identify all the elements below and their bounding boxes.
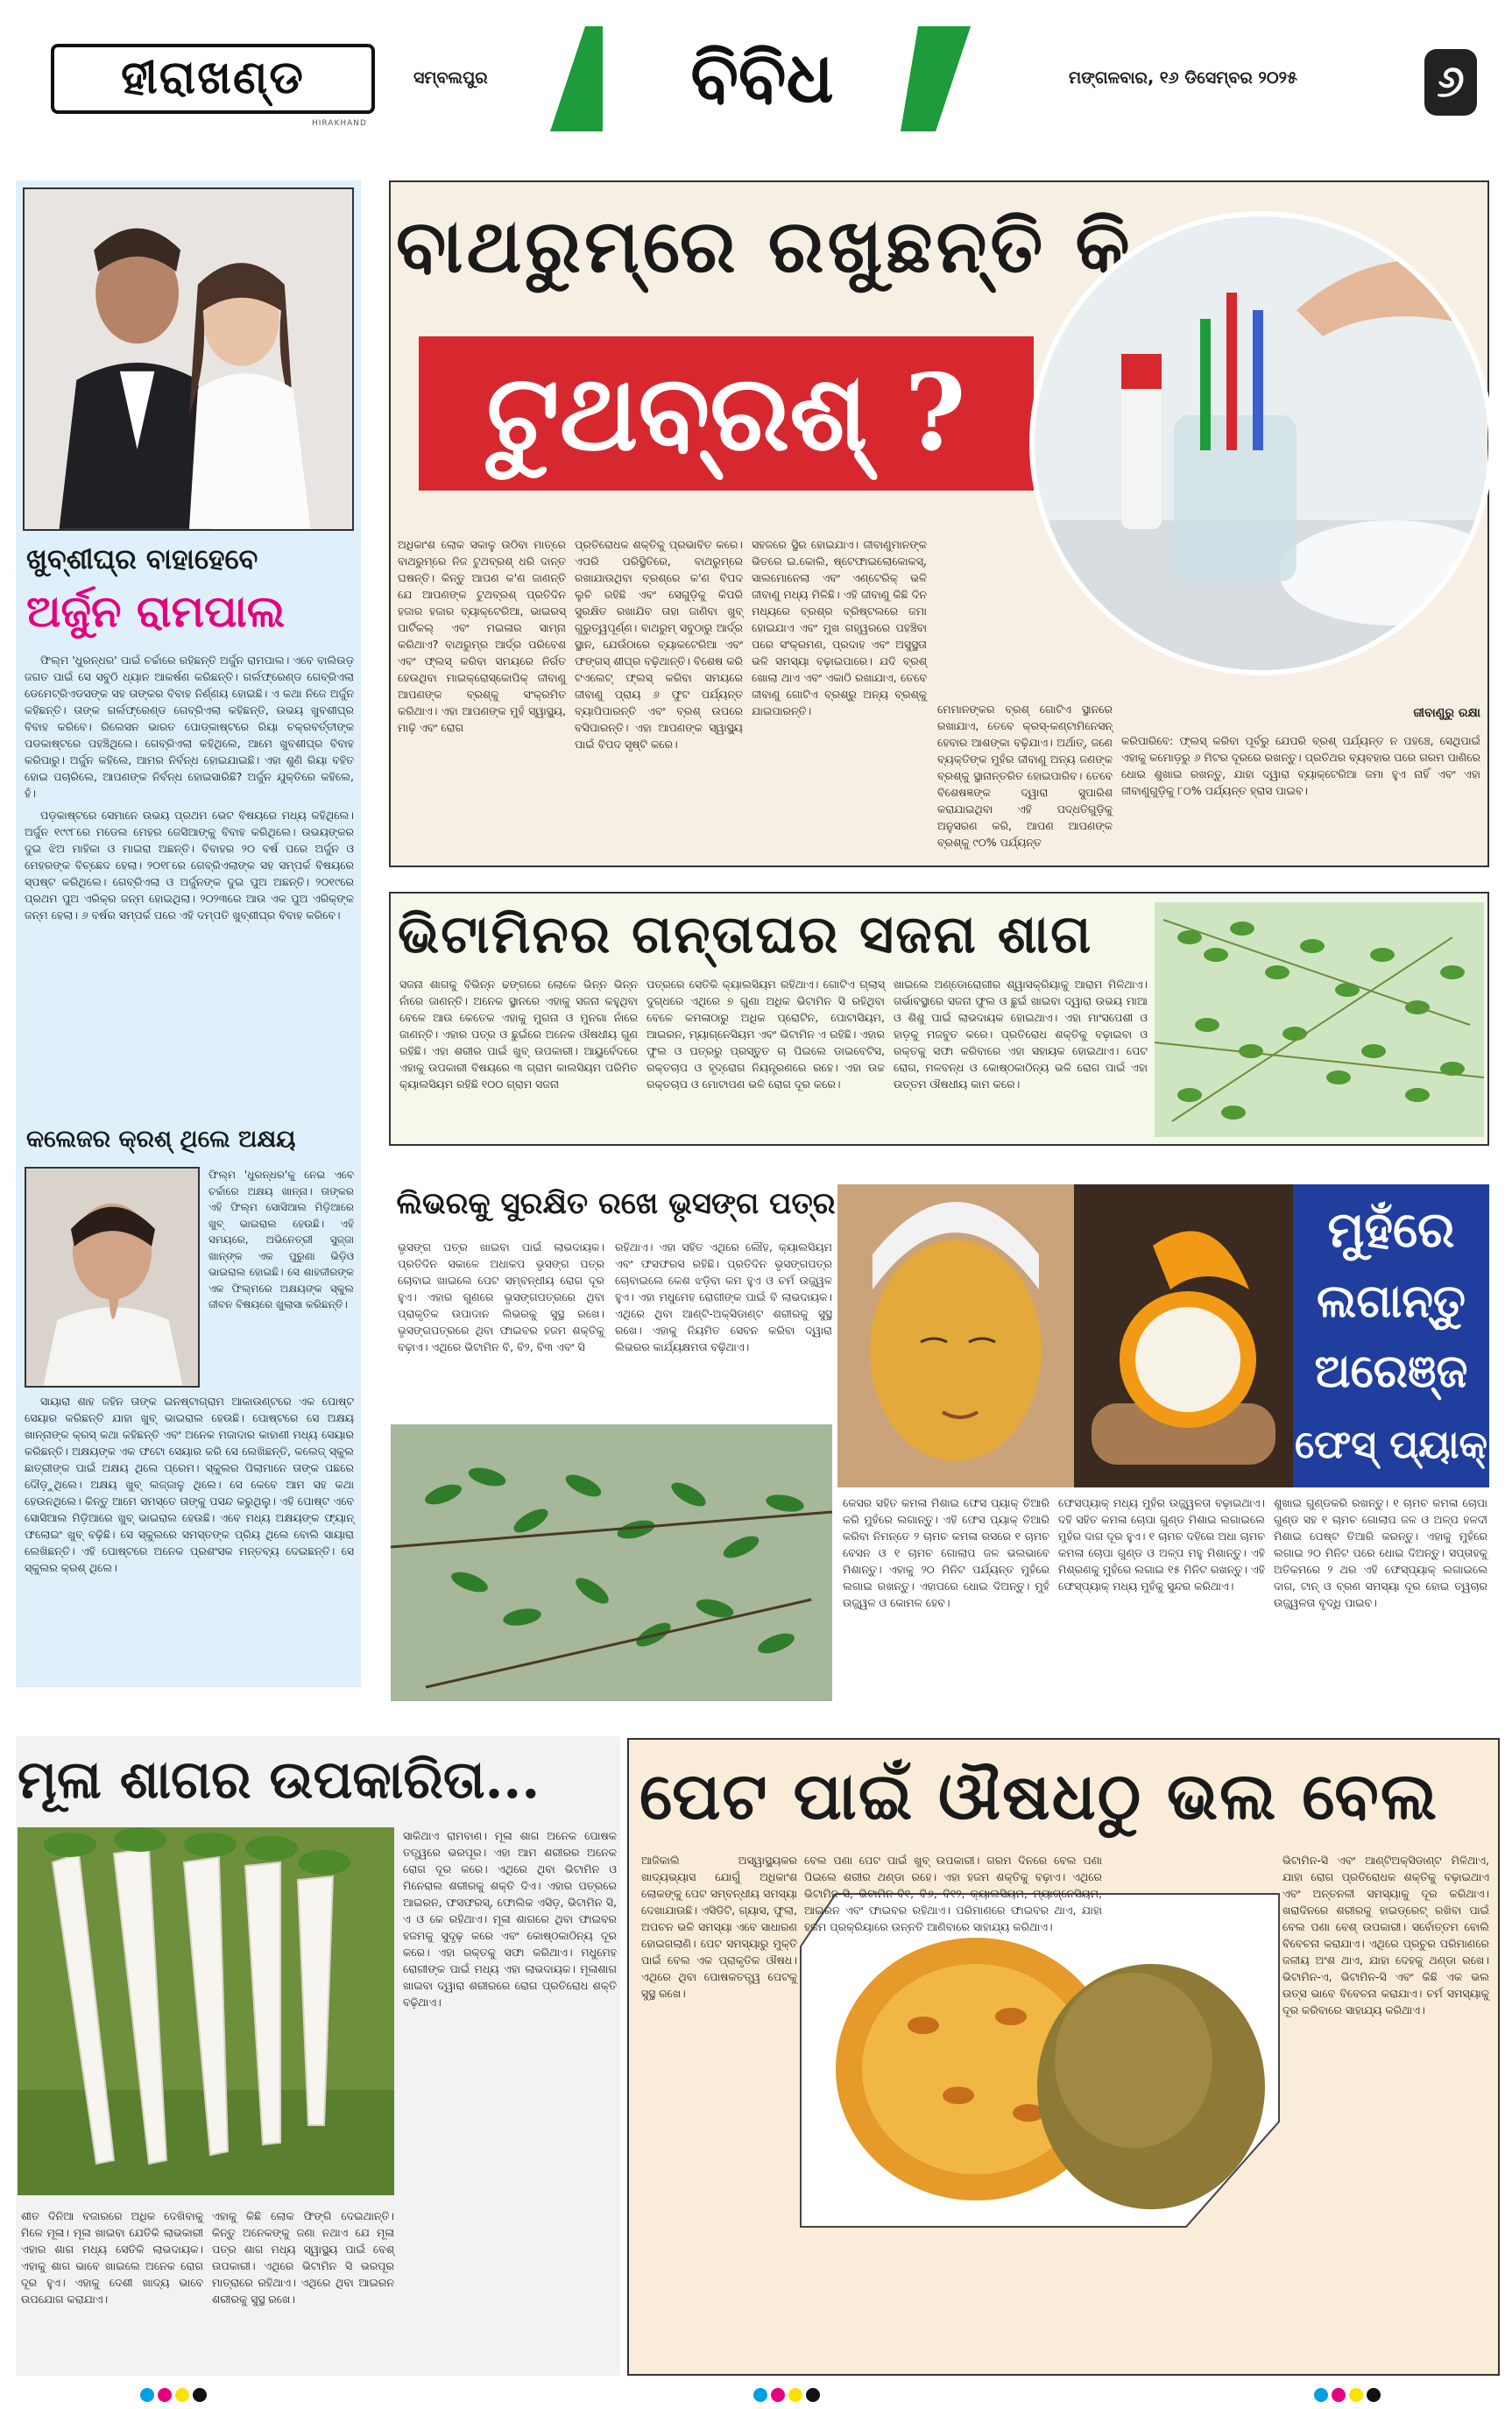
toothbrush-cup-photo (1007, 187, 1486, 675)
newspaper-logo: ହୀରାଖଣ୍ଡ (51, 44, 375, 114)
arjun-para-1: ଫିଲ୍ମ 'ଧୁରନ୍ଧର' ପାଇଁ ଚର୍ଚ୍ଚାରେ ରହିଛନ୍ତି ଅର୍ଜୁନ ରାମପାଲ। ଏବେ ବାଲିଉଡ଼ ଜଗତ ପାଇଁ ସେ ସବୁଠି ଧ୍ୟାନ ଆକର୍ଷଣ କରିଛନ୍ତି। ଗର୍ଲଫ୍ରେଣ୍ଡ ଗେବ୍ରିଏଲା ଡେମେଟ୍ରିଏଡସଙ୍କ ସହ ତାଙ୍କର ବିବାହ ନିର୍ଣ୍ଣୟ ହୋଇଛି। ଏ କଥା ନିଜେ ଅର୍ଜୁନ କହିଛନ୍ତି। ତାଙ୍କ ଗର୍ଲଫ୍ରେଣ୍ଡ ଗେବ୍ରିଏଲା କହିଛନ୍ତି, ଉଭୟ ଖୁବଶୀଘ୍ର ବିବାହ କରିବେ। ରିଲେସନ ଭାରତ ପୋଡ୍‌କାଷ୍ଟରେ ରିୟା ଚକ୍ରବର୍ତ୍ତୀଙ୍କ ପଡକାଷ୍ଟରେ ପହଞ୍ଚିଥିଲେ। ଗେବ୍ରିଏଲା କହିଥିଲେ, ଆମେ ଖୁବଶୀଘ୍ର ବିବାହ କରିପାରୁ। ଅର୍ଜୁନ କହିଲେ, ଆମର ନିର୍ବନ୍ଧ ହୋଇଯାଇଛି। ଏହା ଶୁଣି ରିୟା ବହିତ ହୋଇ ପଚାରିଲେ, ଆପଣଙ୍କ ନିର୍ବନ୍ଧ ହୋଇସାରିଛି? ଅର୍ଜୁନ ଯୁକ୍ତିରେ କହିଲେ, ହଁ। (25, 653, 354, 800)
logo-subtitle: HIRAKHAND (312, 119, 367, 128)
orange-col-2: ଫେସପ୍ୟାକ୍‌ ମଧ୍ୟ ମୁହଁର ଉଜ୍ଜ୍ୱଳତା ବଢ଼ାଇଥାଏ। ଦହି ସହିତ କମଳା ଚୋପା ଗୁଣ୍ଡ ମିଶାଇ ଲଗାଇଲେ ମୁହଁର ଦାଗ ଦୂର ହୁଏ। ୧ ଚାମଚ ଦହିରେ ଅଧା ଚାମଚ କମଳା ଚୋପା ଗୁଣ୍ଡ ଓ ଅଳ୍ପ ମହୁ ମିଶାନ୍ତୁ। ଏହି ମିଶ୍ରଣକୁ ମୁହଁରେ ଲଗାଇ ୧୫ ମିନିଟ ରଖନ୍ତୁ। ଏହି ଫେସ୍‌ପ୍ୟାକ୍‌ ମଧ୍ୟ ମୁହଁକୁ ସୁନ୍ଦର କରିଥାଏ। (1058, 1496, 1265, 1593)
akshay-side-text: ଫିଲ୍ମ 'ଧୁରନ୍ଧର'କୁ ନେଇ ଏବେ ଚର୍ଚ୍ଚାରେ ଅକ୍ଷୟ ଖାନ୍ନା। ତାଙ୍କର ଏହି ଫିଲ୍ମ ସୋସିଆଲ ମିଡ଼ିଆରେ ଖୁବ୍‌ ଭାଇରାଲ ହେଉଛି। ଏହି ସମୟରେ, ଅଭିନେତ୍ରୀ ସୁଜ୍ଜା ଖାନ୍‌ଙ୍କ ଏକ ପୁରୁଣା ଭିଡ଼ିଓ ଭାଇରାଲ ହୋଇଛି। ସେ ଶାହଜୀରଙ୍କ ଏକ ଫିଲ୍ମରେ ଅକ୍ଷୟଙ୍କ ସ୍କୁଲ ଜୀବନ ବିଷୟରେ ଖୁଲାସା କରିଛନ୍ତି। (208, 1169, 354, 1310)
toothbrush-subhead: ଜୀବାଣୁରୁ ରକ୍ଷା (1413, 706, 1480, 720)
registration-dot-magenta-3 (1332, 2388, 1346, 2402)
dateline: ମଙ୍ଗଳବାର, ୧୬ ଡିସେମ୍ବର ୨୦୨୫ (1069, 68, 1297, 88)
toothbrush-col-3: ସହଜରେ ସ୍ଥିର ହୋଇଯାଏ। ଜୀବାଣୁମାନଙ୍କ ଭିତରେ ଇ.କୋଲି, ଷ୍ଟେଫାଇଲୋକୋକସ୍‌, ସାଲମୋନେଲା ଏବଂ ଏଣ୍ଟେରିକ୍‌ ଭଳି ଜୀବାଣୁ ମଧ୍ୟ ମିଳିଛି। ଏହି ଜୀବାଣୁ କିଛି ଦିନ ମଧ୍ୟରେ ବ୍ରଶ୍‌ର ବ୍ରିଷ୍ଟଲରେ ଜମା ହୋଇଯାଏ ଏବଂ ମୁଖ ଗହ୍ୱରରେ ପହଞ୍ଚିବା ପରେ ସଂକ୍ରମଣ, ପ୍ରଦାହ ଏବଂ ଅସୁସ୍ଥତା ଭଳି ସମସ୍ୟା ବଢ଼ାଇପାରେ। ଯଦି ବ୍ରଶ୍‌ ଖୋଲା ଥାଏ ଏବଂ ଏକାଠି ରଖାଯାଏ, ତେବେ ଜୀବାଣୁ ଗୋଟିଏ ବ୍ରଶ୍‌ରୁ ଅନ୍ୟ ବ୍ରଶ୍‌କୁ ଯାଇପାରନ୍ତି। (752, 538, 927, 717)
orange-col-3: ଶୁଖାଇ ଗୁଣ୍ଡକରି ରଖନ୍ତୁ। ୧ ଚାମଚ କମଳା ଚୋପା ଗୁଣ୍ଡ ସହ ୧ ଚାମଚ ଗୋଲାପ ଜଳ ଓ ଅଳ୍ପ ହଳଦୀ ମିଶାଇ ପେଷ୍ଟ ତିଆରି କରନ୍ତୁ। ଏହାକୁ ମୁହଁରେ ଲଗାଇ ୨୦ ମିନିଟ ପରେ ଧୋଇ ଦିଅନ୍ତୁ। ସପ୍ତାହକୁ ଅତିକମରେ ୨ ଥର ଏହି ଫେସ୍‌ପ୍ୟାକ୍‌ ଲଗାଇଲେ ଦାଗ, ଟାନ୍‌ ଓ ବ୍ରଣ ସମସ୍ୟା ଦୂର ହୋଇ ତ୍ୱଚାର ଉଜ୍ଜ୍ୱଳତା ବୃଦ୍ଧି ପାଇବ। (1274, 1496, 1487, 1609)
registration-dot-cyan-2 (753, 2388, 767, 2402)
radish-col-1: ଶୀତ ଦିନିଆ ବଜାରରେ ଅଧିକ ଦେଖିବାକୁ ମିଳେ ମୂଳା। ମୂଳା ଖାଇବା ଯେତିକି ଲାଭକାରୀ ଏହାର ଶାଗ ମଧ୍ୟ ସେତିକି ଲାଭଦାୟକ। ଏହାକୁ ଶାଗ ଭାବେ ଖାଇଲେ ଅନେକ ରୋଗ ଦୂର ହୁଏ। ଏହାକୁ ଦେଶୀ ଖାଦ୍ୟ ଭାବେ ଉପଯୋଗ କରାଯାଏ। (21, 2209, 203, 2306)
bael-title: ପେଟ ପାଇଁ ଔଷଧଠୁ ଭଲ ବେଲ (639, 1759, 1439, 1834)
radish-title: ମୂଳା ଶାଗର ଉପକାରିତା... (18, 1749, 541, 1811)
moringa-col-3: ଖାଇଲେ ଅଣ୍ଡୋରୋଗୀର ଶ୍ୱାସକ୍ରିୟାକୁ ଆରାମ ମିଳିଥାଏ। ଗର୍ଭାବସ୍ଥାରେ ସଜନା ଫୁଲ ଓ ଛୁଇଁ ଖାଇବା ଦ୍ୱାରା ଉଭୟ ମାଆ ଓ ଶିଶୁ ପାଇଁ ଲାଭଦାୟକ ହୋଇଥାଏ। ଏହା ମାଂସପେଶୀ ଓ ହାଡ଼କୁ ମଜବୁତ କରେ। ପ୍ରତିରୋଧ ଶକ୍ତିକୁ ବଢ଼ାଇବା ଓ ରକ୍ତକୁ ସଫା କରିବାରେ ଏହା ସହାୟକ ହୋଇଥାଏ। ପେଟ ରୋଗ, ମଳବନ୍ଧ ଓ କୋଷ୍ଠକାଠିନ୍ୟ ଭଳି ରୋଗ ପାଇଁ ଏହା ଉତ୍ତମ ଔଷଧୀୟ କାମ କରେ। (894, 978, 1148, 1091)
edition-name: ସମ୍ବଲପୁର (413, 68, 488, 88)
arjun-headline-small: ଖୁବ୍‌ଶୀଘ୍ର ବାହାହେବେ (26, 542, 258, 576)
akshay-headline: କଲେଜର କ୍ରଶ୍‌ ଥିଲେ ଅକ୍ଷୟ (26, 1126, 296, 1153)
orange-title-1: ମୁହଁରେ (1327, 1201, 1455, 1259)
radish-photo (18, 1827, 394, 2195)
akshay-khanna-photo (25, 1167, 200, 1388)
registration-dot-black-2 (806, 2388, 820, 2402)
radish-col-2: ଏହାକୁ କିଛି ଲୋକ ଫିଙ୍ଗି ଦେଇଥାନ୍ତି। କିନ୍ତୁ ଅନେକଙ୍କୁ ଜଣା ନଥାଏ ଯେ ମୂଳା ପତ୍ର ଶାଗ ମଧ୍ୟ ସ୍ୱାସ୍ଥ୍ୟ ପାଇଁ ବେଶ୍‌ ଉପକାରୀ। ଏଥିରେ ଭିଟାମିନ ସି ଭରପୂର ମାତ୍ରାରେ ରହିଥାଏ। ଏଥିରେ ଥିବା ଆଇରନ ଶରୀରକୁ ସୁସ୍ଥ ରଖେ। (212, 2209, 394, 2306)
orange-title-3: ଅରେଞ୍ଜ (1314, 1345, 1468, 1398)
registration-dot-yellow (175, 2388, 189, 2402)
registration-dot-magenta-2 (771, 2388, 785, 2402)
arjun-couple-photo (23, 187, 354, 531)
toothbrush-title-line2: ଟୁଥବ୍ରଶ୍‌ ? (486, 351, 966, 475)
moringa-leaves-photo (1155, 902, 1484, 1137)
radish-col-3: ସାକିଥାଏ ରାମବାଣ। ମୂଳା ଶାଗ ଅନେକ ପୋଷକ ତତ୍ତ୍ୱରେ ଭରପୂର। ଏହା ଆମ ଶରୀରର ଅନେକ ରୋଗ ଦୂର କରେ। ଏଥିରେ ଥିବା ଭିଟାମିନ ଓ ମିନେରାଲ ଶରୀରକୁ ଶକ୍ତି ଦିଏ। ଏହାର ପତ୍ରରେ ଆଇରନ, ଫସଫରସ୍‌, ଫୋଲିକ ଏସିଡ଼, ଭିଟାମିନ ସି, ଏ ଓ କେ ରହିଥାଏ। ମୂଳା ଶାଗରେ ଥିବା ଫାଇବର ହଜମକୁ ସୁଦୃଢ଼ କରେ ଏବଂ କୋଷ୍ଠକାଠିନ୍ୟ ଦୂର କରେ। ଏହା ରକ୍ତକୁ ସଫା କରିଥାଏ। ମଧୁମେହ ରୋଗୀଙ୍କ ପାଇଁ ମଧ୍ୟ ଏହା ଲାଭଦାୟକ। ମୂଳାଶାଗ ଖାଇବା ଦ୍ୱାରା ଶରୀରରେ ରୋଗ ପ୍ରତିରୋଧ ଶକ୍ତି ବଢ଼ିଥାଏ। (403, 1829, 617, 2009)
curryleaf-plant-photo (391, 1424, 832, 1701)
registration-dot-cyan (140, 2388, 154, 2402)
arjun-para-2: ପଡ଼କାଷ୍ଟରେ ସେମାନେ ଉଭୟ ପ୍ରଥମ ଭେଟ ବିଷୟରେ ମଧ୍ୟ କହିଥିଲେ। ଅର୍ଜୁନ ୧୯୯୮ରେ ମଡେଲ ମେହର ଜେସିଆଙ୍କୁ ବିବାହ କରିଥିଲେ। ଉଭୟଙ୍କର ଦୁଇ ଝିଅ ମାହିକା ଓ ମାଇରା ଅଛନ୍ତି। ବିବାହର ୨୦ ବର୍ଷ ପରେ ଅର୍ଜୁନ ଓ ମେହରଙ୍କ ବିଚ୍ଛେଦ ହେଲା। ୨୦୧୮ରେ ଗେବ୍ରିଏଲାଙ୍କ ସହ ସମ୍ପର୍କ ବିଷୟରେ ସ୍ପଷ୍ଟ କରିଥିଲେ। ଗେବ୍ରିଏଲା ଓ ଅର୍ଜୁନଙ୍କ ଦୁଇ ପୁଅ ଅଛନ୍ତି। ୨୦୧୯ରେ ପ୍ରଥମ ପୁଅ ଏରିକ୍‌ର ଜନ୍ମ ହୋଇଥିଲା। ୨୦୨୩ରେ ଆଉ ଏକ ପୁଅ ଏରିକ୍‌ଙ୍କ ଜନ୍ମ ହେଲା। ୬ ବର୍ଷର ସମ୍ପର୍କ ପରେ ଏହି ଦମ୍ପତି ଖୁବ୍‌ଶୀଘ୍ର ବିବାହ କରିବେ। (25, 809, 354, 922)
registration-dot-black-3 (1367, 2388, 1381, 2402)
toothbrush-col-5: କରିପାରିବେ: ଫ୍ଲସ୍‌ କରିବା ପୂର୍ବରୁ ଯେପରି ବ୍ରଶ୍‌ ପର୍ଯ୍ୟନ୍ତ ନ ପହଞ୍ଚେ, ସେଥିପାଇଁ ଏହାକୁ କମୋଡ଼ରୁ ୬ ମିଟର ଦୂରରେ ରଖନ୍ତୁ। ପ୍ରତିଥର ବ୍ୟବହାର ପରେ ଗରମ ପାଣିରେ ଧୋଇ ଶୁଖାଇ ରଖନ୍ତୁ, ଯାହା ଦ୍ୱାରା ବ୍ୟାକ୍ଟେରିଆ ଜମା ହୁଏ ନାହିଁ ଏବଂ ଏହା ଜୀବାଣୁଗୁଡ଼ିକୁ ୮୦% ପର୍ଯ୍ୟନ୍ତ ହ୍ରାସ ପାଇବ। (1121, 734, 1480, 797)
registration-dot-magenta (158, 2388, 172, 2402)
section-title: ବିବିଧ (690, 36, 834, 118)
akshay-para-1: ସାୟାରା ଶାହ ଜହିନ ତାଙ୍କ ଇନଷ୍ଟାଗ୍ରାମ ଆକାଉଣ୍ଟରେ ଏକ ପୋଷ୍ଟ ସେୟାର କରିଛନ୍ତି ଯାହା ଖୁବ୍‌ ଭାଇରାଲ ହେଉଛି। ପୋଷ୍ଟରେ ସେ ଅକ୍ଷୟ ଖାନ୍ନାଙ୍କ କ୍ରସ୍‌ କଥା କହିଛନ୍ତି ଏବଂ ଅନେକ ମଜାଦାର କାହାଣୀ ମଧ୍ୟ ସେୟାର କରିଛନ୍ତି। ଅକ୍ଷୟଙ୍କ ଏକ ଫଟୋ ସେୟାର କରି ସେ ଲେଖିଛନ୍ତି, କଲେଜ୍‌ ସ୍କୁଲ ଛାତ୍ରୀଙ୍କ ପାଇଁ ଅକ୍ଷୟ ଥିଲେ ପ୍ରେମ। ସ୍କୁଲର ପିଲାମାନେ ତାଙ୍କ ପଛରେ ଦୌଡ଼ୁଥିଲେ। ଅକ୍ଷୟ ଖୁବ୍‌ ଲଜ୍ଜାଳୁ ଥିଲେ। ସେ କେବେ ଆମ ସହ କଥା ହେଉନଥିଲେ। କିନ୍ତୁ ଆମେ ସମସ୍ତେ ତାଙ୍କୁ ପସନ୍ଦ କରୁଥିଲୁ। ଏହି ପୋଷ୍ଟ ଏବେ ସୋସିଆଲ ମିଡ଼ିଆରେ ଖୁବ୍‌ ଭାଇରାଲ ହେଉଛି। ଏବେ ମଧ୍ୟ ଅକ୍ଷୟଙ୍କ ଫ୍ୟାନ୍‌ ଫଲୋଇଂ ଖୁବ୍‌ ବଢ଼ିଛି। ସେ ସ୍କୁଲରେ ସମସ୍ତଙ୍କ ପ୍ରିୟ ଥିଲେ ବୋଲି ସାୟାରା ଲେଖିଛନ୍ତି। ଏହି ପୋଷ୍ଟରେ ଅନେକ ପ୍ରଶଂସକ ମନ୍ତବ୍ୟ ଦେଇଛନ୍ତି। ସେ ସ୍କୁଲର କ୍ରଶ୍‌ ଥିଲେ। (25, 1395, 354, 1574)
page-number: ୬ (1424, 49, 1477, 116)
curryleaf-col-1: ଭୃସଙ୍ଗ ପତ୍ର ଖାଇବା ପାଇଁ ଲାଭଦାୟକ। ପ୍ରତିଦିନ ସକାଳେ ଅଧାକପ ଭୃସଙ୍ଗ ପତ୍ର ଚୋବାଇ ଖାଇଲେ ପେଟ ସମ୍ବନ୍ଧୀୟ ରୋଗ ଦୂର ହୁଏ। ଏହାର ଗୁଣରେ ଭୃସଙ୍ଗପତ୍ରରେ ଥିବା ପ୍ରାକୃତିକ ଉପାଦାନ ଲିଭରକୁ ସୁସ୍ଥ ରଖେ। ଭୃସଙ୍ଗପତ୍ରରେ ଥିବା ଫାଇବର ହଜମ ଶକ୍ତିକୁ ବଢ଼ାଏ। ଏଥିରେ ଭିଟାମିନ ବି, ବି୨, ବି୩ ଏବଂ ସି (398, 1240, 604, 1353)
registration-dot-yellow-3 (1349, 2388, 1363, 2402)
registration-dot-cyan-3 (1314, 2388, 1328, 2402)
moringa-col-1: ସଜନା ଶାଗକୁ ବିଭିନ୍ନ ଢଙ୍ଗରେ ଲୋକେ ଭିନ୍ନ ଭିନ୍ନ ନାଁରେ ଜାଣନ୍ତି। ଅନେକ ସ୍ଥାନରେ ଏହାକୁ ସଜନା କହୁଥିବା ବେଳେ ଆଉ କେତେକ ଏହାକୁ ମୁଗନା ଓ ମୁନଗା ନାଁରେ ଜାଣନ୍ତି। ଏହାର ପତ୍ର ଓ ଛୁଇଁରେ ଅନେକ ଔଷଧୀୟ ଗୁଣ ରହିଛି। ଏହା ଶରୀର ପାଇଁ ଖୁବ୍‌ ଉପକାରୀ। ଆୟୁର୍ବେଦରେ ଏହାକୁ ଉପକାରୀ ବିଷୟରେ ୩ ଗ୍ରାମ କାଲସିୟମ ପରିମିତ କ୍ୟାଲସିୟମ ରହିଛି ୧୦୦ ଗ୍ରାମ ସଜନା (399, 978, 638, 1091)
arjun-article-body (25, 652, 354, 1107)
registration-dot-yellow-2 (788, 2388, 802, 2402)
curryleaf-col-2: ରହିଥାଏ। ଏହା ସହିତ ଏଥିରେ ଲୌହ, କ୍ୟାଲସିୟମ ଏବଂ ଫସଫରସ ରହିଛି। ପ୍ରତିଦିନ ଭୃସଙ୍ଗପତ୍ର ଚୋବାଇଲେ କେଶ ଝଡ଼ିବା କମ ହୁଏ ଓ ଚର୍ମ ଉଜ୍ଜ୍ୱଳ ହୁଏ। ଏହା ମଧୁମେହ ରୋଗୀଙ୍କ ପାଇଁ ବି ଲାଭଦାୟକ। ଏଥିରେ ଥିବା ଆଣ୍ଟି-ଅକ୍ସିଡାଣ୍ଟ ଶରୀରକୁ ସୁସ୍ଥ ରଖେ। ଏହାକୁ ନିୟମିତ ସେବନ କରିବା ଦ୍ୱାରା ଲିଭରର କାର୍ଯ୍ୟକ୍ଷମତା ବଢ଼ିଥାଏ। (615, 1240, 832, 1353)
akshay-article-body (25, 1393, 354, 1680)
toothbrush-col-2: ପ୍ରତିରୋଧକ ଶକ୍ତିକୁ ପ୍ରଭାବିତ କରେ। ଏପରି ପରିସ୍ଥିତିରେ, ବାଥରୁମ୍‌ରେ ରଖାଯାଉଥିବା ବ୍ରଶ୍‌ରେ କ'ଣ ବିପଦ ଲୁଚି ରହିଛି ଏବଂ ସେଗୁଡ଼ିକୁ କିପରି ସୁରକ୍ଷିତ ରଖାଯିବ ତାହା ଜାଣିବା ଖୁବ୍‌ ଗୁରୁତ୍ୱପୂର୍ଣ୍ଣ। ବାଥରୁମ୍‌ ସବୁଠାରୁ ଆର୍ଦ୍ର ସ୍ଥାନ, ଯେଉଁଠାରେ ବ୍ୟାକଟେରିଆ ଏବଂ ଫଙ୍ଗସ୍‌ ଶୀଘ୍ର ବଢ଼ିଥାନ୍ତି। ବିଶେଷ କରି ଟଏଲେଟ୍‌ ଫ୍ଲସ୍‌ କରିବା ସମୟରେ ଜୀବାଣୁ ପ୍ରାୟ ୬ ଫୁଟ ପର୍ଯ୍ୟନ୍ତ ବ୍ୟାପିପାରନ୍ତି ଏବଂ ବ୍ରଶ୍‌ ଉପରେ ବସିପାରନ୍ତି। ଏହା ଆପଣଙ୍କ ସ୍ୱାସ୍ଥ୍ୟ ପାଇଁ ବିପଦ ସୃଷ୍ଟି କରେ। (575, 538, 743, 751)
orange-col-1: କେସର ସହିତ କମଳା ମିଶାଇ ଫେସ ପ୍ୟାକ୍‌ ତିଆରି କରି ମୁହଁରେ ଲଗାନ୍ତୁ। ଏହି ଫେସ ପ୍ୟାକ୍‌ ତିଆରି କରିବା ନିମନ୍ତେ ୨ ଚାମଚ କମଳା ରସରେ ୧ ଚାମଚ ବେସନ ଓ ୧ ଚାମଚ ଗୋଲାପ ଜଳ ଭଲଭାବେ ମିଶାନ୍ତୁ। ଏହାକୁ ୨୦ ମିନିଟ ପର୍ଯ୍ୟନ୍ତ ମୁହଁରେ ଲଗାଇ ରଖନ୍ତୁ। ଏହାପରେ ଧୋଇ ଦିଅନ୍ତୁ। ମୁହଁ ଉଜ୍ଜ୍ୱଳ ଓ କୋମଳ ହେବ। (843, 1496, 1049, 1609)
moringa-col-2: ପତ୍ରରେ ସେତିକି କ୍ୟାଲସିୟମ ରହିଥାଏ। ଗୋଟିଏ ଗ୍ଲାସ୍‌ ଦୁଗ୍ଧରେ ଏଥିରେ ୭ ଗୁଣା ଅଧିକ ଭିଟାମିନ ସି ରହିଥିବା ବେଳେ କମଳାଠାରୁ ଅଧିକ ପ୍ରୋଟିନ, ପୋଟାସିୟମ, ଆଇରନ, ମ୍ୟାଗ୍ନେସିୟମ ଏବଂ ଭିଟାମିନ ଏ ରହିଛି। ଏହାର ଫୁଲ ଓ ପତ୍ରରୁ ପ୍ରସ୍ତୁତ ଚା ପିଇଲେ ଡାଇବେଟିସ, ରକ୍ତଚାପ ଓ ହୃଦ୍‌ରୋଗ ନିୟନ୍ତ୍ରଣରେ ରହେ। ଏହା ଉଚ୍ଚ ରକ୍ତଚାପ ଓ ମୋଟାପଣ ଭଳି ରୋଗ ଦୂର କରେ। (646, 978, 885, 1091)
orange-title-2: ଲଗାନ୍ତୁ (1317, 1275, 1466, 1328)
bael-col-2-top: ବେଲ ପଣା ପେଟ ପାଇଁ ଖୁବ୍‌ ଉପକାରୀ। ଗରମ ଦିନରେ ବେଲ ପଣା ପିଇଲେ ଶରୀର ଥଣ୍ଡା ରହେ। ଏହା ହଜମ ଶକ୍ତିକୁ ବଢ଼ାଏ। ଏଥିରେ ଭିଟାମିନ-ସି, ଭିଟାମିନ-ବି୧, ବି୬, ବି୧୨, କ୍ୟାଲସିୟମ, ମ୍ୟାଗ୍ନେସିୟମ, ଆଇରନ ଏବଂ ଫାଇବର ରହିଥାଏ। ପରିମାଣରେ ଫାଇବର ଥାଏ, ଯାହା ହଜମ ପ୍ରକ୍ରିୟାରେ ଉନ୍ନତି ଆଣିବାରେ ସାହାଯ୍ୟ କରିଥାଏ। (804, 1854, 1102, 1933)
bael-col-1: ଆଜିକାଲି ଅସ୍ୱାସ୍ଥ୍ୟକର ଖାଦ୍ୟଭ୍ୟାସ ଯୋଗୁଁ ଅଧିକାଂଶ ଲୋକଙ୍କୁ ପେଟ ସମ୍ବନ୍ଧୀୟ ସମସ୍ୟା ଦେଖାଯାଉଛି। ଏସିଡିଟି, ଗ୍ୟାସ, ଫୁଲା, ଅପଚନ ଭଳି ସମସ୍ୟା ଏବେ ସାଧାରଣ ହୋଇଗଲାଣି। ପେଟ ସମସ୍ୟାରୁ ମୁକ୍ତି ପାଇଁ ବେଲ ଏକ ପ୍ରାକୃତିକ ଔଷଧ। ଏଥିରେ ଥିବା ପୋଷକତତ୍ତ୍ୱ ପେଟକୁ ସୁସ୍ଥ ରଖେ। (641, 1854, 797, 2000)
curryleaf-title: ଲିଭରକୁ ସୁରକ୍ଷିତ ରଖେ ଭୃସଙ୍ଗ ପତ୍ର (396, 1186, 836, 1221)
toothbrush-col-4: ମେମାନଙ୍କର ବ୍ରଶ୍‌ ଗୋଟିଏ ସ୍ଥାନରେ ରଖାଯାଏ, ତେବେ କ୍ରସ୍‌-କଣ୍ଟାମିନେସନ୍‌ ହେବାର ଆଶଙ୍କା ବଢ଼ିଯାଏ। ଅର୍ଥାତ୍‌, ଜଣେ ବ୍ୟକ୍ତିଙ୍କ ମୁହଁର ଜୀବାଣୁ ଅନ୍ୟ ଜଣଙ୍କ ବ୍ରଶ୍‌କୁ ସ୍ଥାନାନ୍ତରିତ ହୋଇପାରିବ। ତେବେ ବିଶେଷଜ୍ଞଙ୍କ ଦ୍ୱାରା ସୁପାରିଶ କରାଯାଇଥିବା ଏହି ପଦ୍ଧତିଗୁଡ଼ିକୁ ଅନୁସରଣ କରି, ଆପଣ ଆପଣଙ୍କ ବ୍ରଶ୍‌କୁ ୯୦% ପର୍ଯ୍ୟନ୍ତ (937, 703, 1113, 849)
orange-title-4: ଫେସ୍‌ ପ୍ୟାକ୍‌ (1294, 1423, 1488, 1467)
toothbrush-col-1: ଅଧିକାଂଶ ଲୋକ ସକାଳୁ ଉଠିବା ମାତ୍ରେ ବାଥରୁମ୍‌ରେ ନିଜ ଟୁଥବ୍ରଶ୍‌ ଧରି ଦାନ୍ତ ଘଷନ୍ତି। କିନ୍ତୁ ଆପଣ କ'ଣ ଜାଣନ୍ତି ଯେ ଆପଣଙ୍କ ଟୁଥବ୍ରଶ୍‌ ପ୍ରତିଦିନ ହଜାର ହଜାର ବ୍ୟାକ୍ଟେରିଆ, ଭାଇରସ୍‌ ପାର୍ଟିକଲ୍‌ ଏବଂ ମଇଳାର ସାମ୍ନା କରିଥାଏ? ବାଥରୁମ୍‌ର ଆର୍ଦ୍ର ପରିବେଶ ଏବଂ ଫ୍ଲସ୍‌ କରିବା ସମୟରେ ନିର୍ଗତ ହେଉଥିବା ମାଇକ୍ରୋସ୍କୋପିକ୍‌ ଜୀବାଣୁ ଆପଣଙ୍କ ବ୍ରଶ୍‌କୁ ସଂକ୍ରମିତ କରିଥାଏ। ଏହା ଆପଣଙ୍କ ମୁହଁ ସ୍ୱାସ୍ଥ୍ୟ, ମାଢ଼ି ଏବଂ ରୋଗ (398, 538, 566, 734)
moringa-title: ଭିଟାମିନର ଗନ୍ତାଘର ସଜନା ଶାଗ (398, 904, 1093, 965)
print-registration-strip (0, 2381, 1512, 2409)
bael-col-3: ଭିଟାମିନ-ସି ଏବଂ ଆଣ୍ଟିଅକ୍ସିଡାଣ୍ଟ ମିଳିଥାଏ, ଯାହା ରୋଗ ପ୍ରତିରୋଧକ ଶକ୍ତିକୁ ବଢ଼ାଇଥାଏ ଏବଂ ଅନ୍ତନଳୀ ସମସ୍ୟାକୁ ଦୂର କରିଥାଏ। ଖରାଦିନରେ ଶରୀରକୁ ହାଇଡ୍ରେଟ୍‌ ରଖିବା ପାଇଁ ବେଲ ପଣା ବେଶ୍‌ ଉପକାରୀ। ସର୍ବୋତ୍ତମ ବୋଲି ବିବେଚନା କରାଯାଏ। ଏଥିରେ ପ୍ରଚୁର ପରିମାଣରେ ଜଳୀୟ ଅଂଶ ଥାଏ, ଯାହା ଦେହକୁ ଥଣ୍ଡା ରଖେ। ଭିଟାମିନ-ଏ, ଭିଟାମିନ-ସି ଏବଂ କିଛି ଏକ ଭଲ ଉତ୍ସ ଭାବେ ବିବେଚନା କରାଯାଏ। ଚର୍ମ ସମସ୍ୟାକୁ ଦୂର କରିବାରେ ସାହାଯ୍ୟ କରିଥାଏ। (1282, 1854, 1489, 2017)
arjun-headline-big: ଅର୍ଜୁନ ରାମପାଲ (26, 585, 286, 637)
toothbrush-title-line1: ବାଥରୁମ୍‌ରେ ରଖୁଛନ୍ତି କି (396, 202, 1134, 289)
orange-facepack-photo (837, 1184, 1293, 1487)
bael-fruit-photo (801, 1894, 1279, 2227)
registration-dot-black (193, 2388, 207, 2402)
